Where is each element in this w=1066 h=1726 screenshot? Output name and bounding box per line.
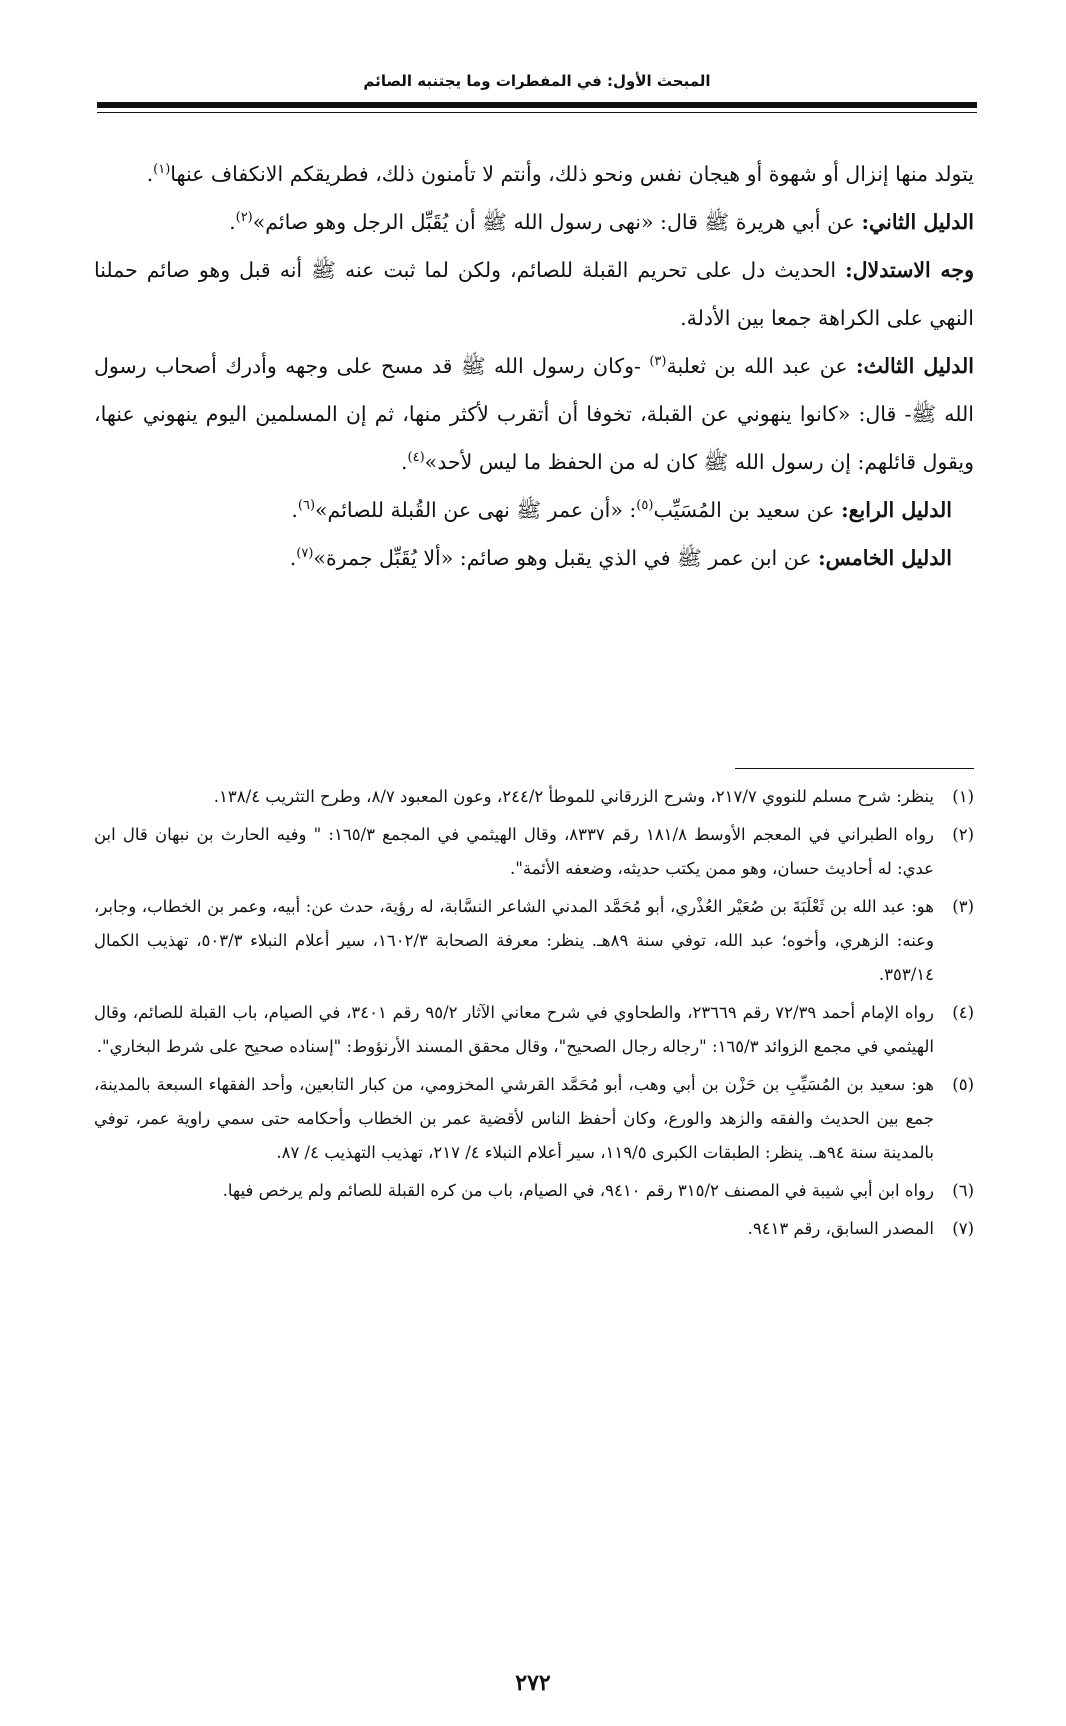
footnote-ref: (٤) bbox=[407, 450, 425, 466]
main-text bbox=[94, 150, 974, 582]
paragraph-end: . bbox=[400, 450, 408, 474]
paragraph-text: عن ابن عمر ﷺ في الذي يقبل وهو صائم: «ألا يُقَبِّل جمرة» bbox=[313, 546, 819, 570]
footnote-ref: (١) bbox=[153, 162, 171, 178]
footnote-ref: (٧) bbox=[296, 546, 314, 562]
paragraph-6 bbox=[94, 534, 974, 582]
paragraph-text: -وكان رسول الله ﷺ قد مسح على وجهه وأدرك أصحاب رسول الله ﷺ- قال: «كانوا ينهوني عن القبلة، تخوفا أن أتقرب لأكثر منها، ثم إن المسلمين اليوم ينهوني عنها، ويقول قائلهم: إن رسول الله ﷺ كان له من الحفظ ما ليس لأحد» bbox=[94, 354, 974, 474]
footnote-ref: (٥) bbox=[636, 498, 654, 514]
paragraph-text: عن عبد الله بن ثعلبة bbox=[666, 354, 857, 378]
footnote-number: (٧) bbox=[952, 1219, 974, 1238]
footnote-text: هو: عبد الله بن ثَعْلَبَةَ بن صُعَيْر العُذْري، أبو مُحَمَّد المدني الشاعر النسَّابة، له رؤية، حدث عن: أبيه، وعمر بن الخطاب، وجابر، وعنه: الزهري، وأخوه؛ عبد الله، توفي سنة ٨٩هـ. ينظر: معرفة الصحابة ١٦٠٢/٣، سير أعلام النبلاء ٥٠٣/٣، تهذيب الكمال ٣٥٣/١٤. bbox=[94, 897, 934, 984]
evidence-term: الدليل الثالث: bbox=[856, 354, 974, 378]
evidence-term: الدليل الرابع: bbox=[841, 498, 952, 522]
paragraph-text: عن سعيد بن المُسَيِّب bbox=[653, 498, 842, 522]
footnote-ref: (٣) bbox=[649, 354, 667, 370]
footnote bbox=[94, 1174, 974, 1208]
paragraph-text: الحديث دل على تحريم القبلة للصائم، ولكن لما ثبت عنه ﷺ أنه قبل وهو صائم حملنا النهي على الكراهة جمعا بين الأدلة. bbox=[94, 258, 974, 330]
footnote bbox=[94, 1068, 974, 1170]
footnote bbox=[94, 890, 974, 992]
footnote-text: المصدر السابق، رقم ٩٤١٣. bbox=[747, 1219, 934, 1238]
footnote-number: (٦) bbox=[952, 1181, 974, 1200]
paragraph-4 bbox=[94, 342, 974, 486]
paragraph-1 bbox=[94, 150, 974, 198]
paragraph-2 bbox=[94, 198, 974, 246]
header-rule-thin bbox=[97, 112, 977, 113]
footnote-number: (٢) bbox=[952, 825, 974, 844]
footnote-number: (٤) bbox=[952, 1003, 974, 1022]
header-rule-thick bbox=[97, 102, 977, 108]
footnote-separator bbox=[735, 768, 974, 769]
footnote-ref: (٦) bbox=[297, 498, 316, 514]
paragraph-3 bbox=[94, 246, 974, 342]
page-number: ٢٧٢ bbox=[515, 1670, 551, 1696]
footnote-text: رواه ابن أبي شيبة في المصنف ٣١٥/٢ رقم ٩٤١٠، في الصيام، باب من كره القبلة للصائم ولم يرخص فيها. bbox=[222, 1181, 934, 1200]
footnote bbox=[94, 780, 974, 814]
paragraph-text: يتولد منها إنزال أو شهوة أو هيجان نفس ونحو ذلك، وأنتم لا تأمنون ذلك، فطريقكم الانكفاف عنها bbox=[170, 162, 974, 186]
paragraph-text: : «أن عمر ﷺ نهى عن القُبلة للصائم» bbox=[315, 498, 637, 522]
footnote-number: (٣) bbox=[952, 897, 974, 916]
evidence-term: الدليل الثاني: bbox=[861, 210, 974, 234]
footnote-text: رواه الإمام أحمد ٧٢/٣٩ رقم ٢٣٦٦٩، والطحاوي في شرح معاني الآثار ٩٥/٢ رقم ٣٤٠١، في الصيام، باب القبلة للصائم، وقال الهيثمي في مجمع الزوائد ١٦٥/٣: "رجاله رجال الصحيح"، وقال محقق المسند الأرنؤوط: "إسناده صحيح على شرط البخاري". bbox=[94, 1003, 935, 1056]
footnote bbox=[94, 996, 974, 1064]
paragraph-text: عن أبي هريرة ﷺ قال: «نهى رسول الله ﷺ أن يُقَبِّل الرجل وهو صائم» bbox=[252, 210, 862, 234]
evidence-term: الدليل الخامس: bbox=[818, 546, 952, 570]
footnote-number: (٥) bbox=[952, 1075, 974, 1094]
footnote-text: رواه الطبراني في المعجم الأوسط ١٨١/٨ رقم ٨٣٣٧، وقال الهيثمي في المجمع ١٦٥/٣: " وفيه الحارث بن نبهان قال ابن عدي: له أحاديث حسان، وهو ممن يكتب حديثه، وضعفه الأئمة". bbox=[94, 825, 935, 878]
footnote-text: هو: سعيد بن المُسَيِّبِ بن حَزْن بن أبي وهب، أبو مُحَمَّد القرشي المخزومي، من كبار التابعين، وأحد الفقهاء السبعة بالمدينة، جمع بين الحديث والفقه والزهد والورع، وكان أحفظ الناس لأقضية عمر بن الخطاب وأحكامه حتى سمي راوية عمر، توفي بالمدينة سنة ٩٤هـ. ينظر: الطبقات الكبرى ١١٩/٥، سير أعلام النبلاء ٤/ ٢١٧، تهذيب التهذيب ٤/ ٨٧. bbox=[94, 1075, 934, 1162]
footnote-ref: (٢) bbox=[235, 210, 253, 226]
footnote-number: (١) bbox=[952, 787, 974, 806]
running-header: المبحث الأول: في المفطرات وما يجتنبه الصائم bbox=[363, 72, 711, 90]
evidence-term: وجه الاستدلال: bbox=[845, 258, 974, 282]
paragraph-end: . bbox=[289, 546, 297, 570]
paragraph-end: . bbox=[229, 210, 236, 234]
paragraph-end: . bbox=[291, 498, 298, 522]
paragraph-end: . bbox=[146, 162, 154, 186]
footnote-text: ينظر: شرح مسلم للنووي ٢١٧/٧، وشرح الزرقاني للموطأ ٢٤٤/٢، وعون المعبود ٨/٧، وطرح التثريب ١٣٨/٤. bbox=[213, 787, 934, 806]
footnotes bbox=[94, 780, 974, 1250]
paragraph-5 bbox=[94, 486, 974, 534]
footnote bbox=[94, 818, 974, 886]
footnote bbox=[94, 1212, 974, 1246]
